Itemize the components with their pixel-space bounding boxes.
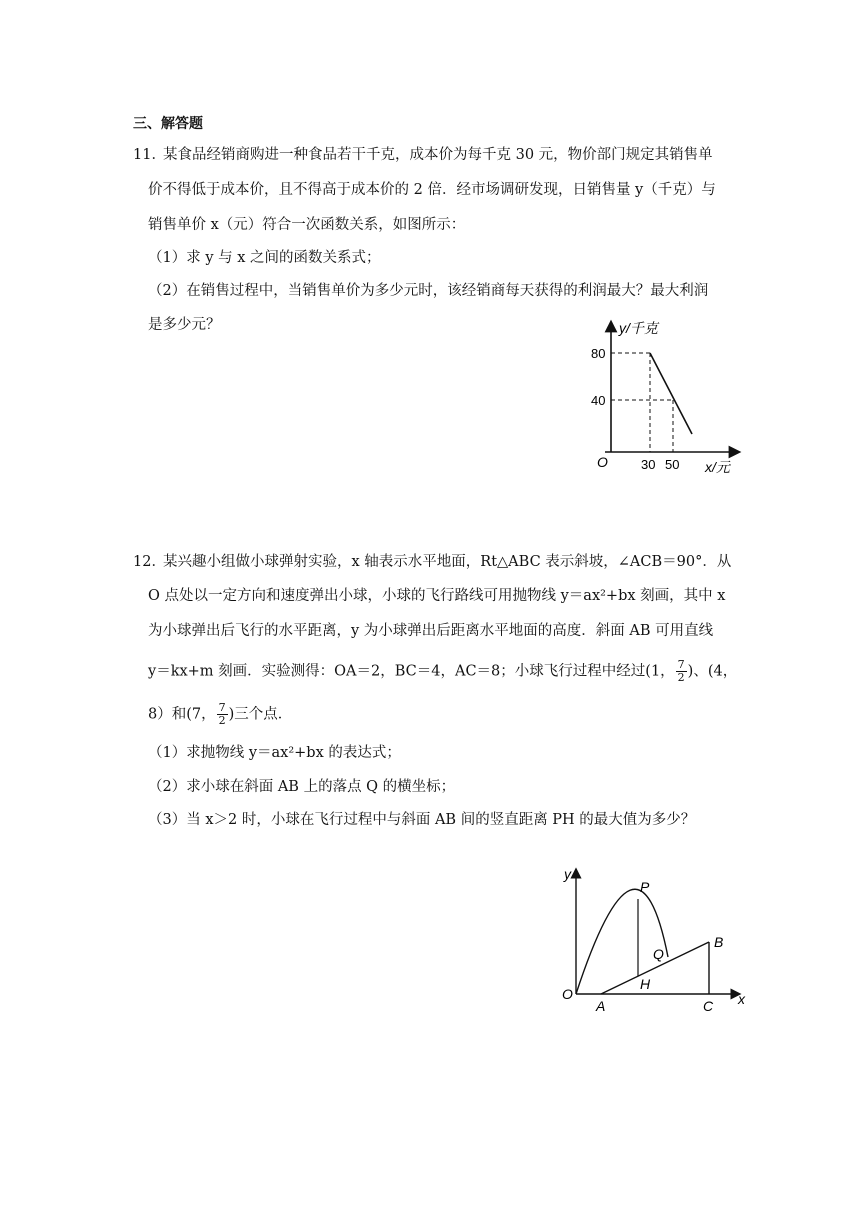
q12-projectile-graph [558,865,758,1017]
q12-label-H: H [640,976,651,992]
q12-line2: O 点处以一定方向和速度弹出小球，小球的飞行路线可用抛物线 y＝ax²+bx 刻画，其中 x [148,588,726,604]
q12-fraction-seven-halves: $\frac{7}{2}$ [677,658,685,684]
q11-line2: 价不得低于成本价，且不得高于成本价的 2 倍．经市场调研发现，日销售量 y（千克）与 [148,182,716,198]
q12-x-label: x [738,991,745,1007]
q11-part2-line2: 是多少元？ [148,317,221,333]
q11-number: 11． [133,147,166,163]
q11-line1: 某食品经销商购进一种食品若干千克，成本价为每千克 30 元，物价部门规定其销售单 [163,147,713,163]
q11-part2-line1: （2）在销售过程中，当销售单价为多少元时，该经销商每天获得的利润最大？最大利润 [148,283,709,299]
q12-line4-a: y＝kx+m 刻画．实验测得：OA＝2，BC＝4，AC＝8；小球飞行过程中经过(1， [148,663,675,680]
q11-x-axis-label: x/元 [705,459,730,475]
q12-line5-b: )三个点． [228,706,293,723]
q12-part3: （3）当 x＞2 时，小球在飞行过程中与斜面 AB 间的竖直距离 PH 的最大值为多少？ [148,812,696,828]
q11-x-tick-30: 30 [641,457,656,472]
q12-label-C: C [703,998,714,1014]
q11-sales-graph [585,318,745,478]
q12-label-B: B [714,934,724,950]
q12-line4 [148,659,737,684]
q12-line1: 某兴趣小组做小球弹射实验，x 轴表示水平地面，Rt△ABC 表示斜坡，∠ACB＝90°．从 [163,554,732,570]
q12-label-O: O [562,986,573,1002]
q11-x-tick-50: 50 [665,457,680,472]
q11-y-axis-label: y/千克 [619,320,658,336]
q12-number: 12． [133,554,166,570]
q12-y-label: y [564,866,571,882]
q11-function-line [650,353,692,434]
q12-label-Q: Q [653,946,664,962]
q11-part1: （1）求 y 与 x 之间的函数关系式； [148,250,381,266]
q12-line4-b: )、(4， [687,663,738,680]
q11-origin-label: O [597,454,608,470]
q12-part1: （1）求抛物线 y＝ax²+bx 的表达式； [148,745,401,761]
q11-y-tick-80: 80 [591,346,606,361]
q12-label-A: A [596,998,606,1014]
q11-y-tick-40: 40 [591,393,606,408]
q12-line5 [148,702,292,727]
section-title: 三、解答题 [133,116,203,132]
q12-fraction-seven-halves-2: $\frac{7}{2}$ [218,701,226,727]
q12-part2: （2）求小球在斜面 AB 上的落点 Q 的横坐标； [148,779,456,795]
q12-label-P: P [640,879,650,895]
q12-line5-a: 8）和(7， [148,706,216,723]
q12-line3: 为小球弹出后飞行的水平距离，y 为小球弹出后距离水平地面的高度．斜面 AB 可用直线 [148,623,714,639]
q11-line3: 销售单价 x（元）符合一次函数关系，如图所示： [148,217,466,233]
q12-parabola [576,889,668,994]
